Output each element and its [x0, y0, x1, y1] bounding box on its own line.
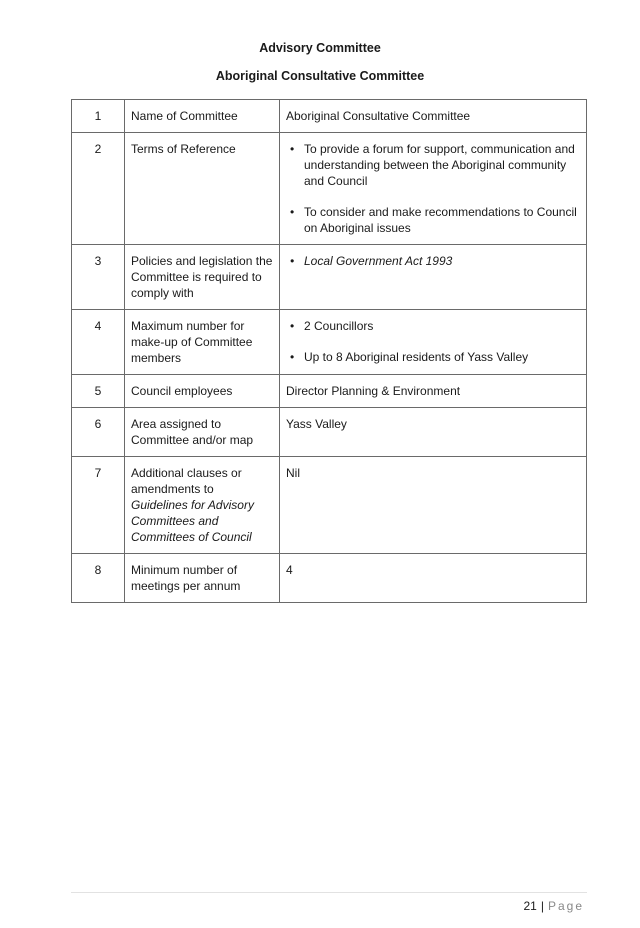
page-number: 21: [523, 899, 537, 913]
row-label: Minimum number of meetings per annum: [125, 554, 280, 603]
row-label: Council employees: [125, 375, 280, 408]
list-item: • 2 Councillors: [286, 318, 580, 334]
table-row: [72, 375, 587, 408]
bullet-list: [286, 253, 580, 269]
committee-title: Aboriginal Consultative Committee: [215, 69, 425, 83]
row-value: Nil: [280, 457, 587, 554]
row-number: 5: [72, 375, 125, 408]
row-value: 4: [280, 554, 587, 603]
page-word: Page: [547, 899, 584, 913]
row-value: Director Planning & Environment: [280, 375, 587, 408]
row-number: 8: [72, 554, 125, 603]
label-text: Additional clauses or amendments to: [131, 466, 242, 496]
row-value: Aboriginal Consultative Committee: [280, 100, 587, 133]
row-number: 1: [72, 100, 125, 133]
list-item: • Up to 8 Aboriginal residents of Yass Valley: [286, 349, 580, 365]
committee-details-table: [71, 99, 587, 603]
row-label: Name of Committee: [125, 100, 280, 133]
row-number: 7: [72, 457, 125, 554]
row-value: Yass Valley: [280, 408, 587, 457]
table-row: [72, 100, 587, 133]
footer-separator: |: [540, 899, 544, 913]
row-label: Area assigned to Committee and/or map: [125, 408, 280, 457]
table-row: [72, 554, 587, 603]
table-row: [72, 457, 587, 554]
guidelines-title: Guidelines for Advisory Committees and Committees of Council: [131, 498, 254, 544]
bullet-list: [286, 141, 580, 236]
table-row: [72, 310, 587, 375]
row-label: Policies and legislation the Committee is required to comply with: [125, 245, 280, 310]
row-value: [280, 245, 587, 310]
row-number: 2: [72, 133, 125, 245]
row-label: Terms of Reference: [125, 133, 280, 245]
row-number: 6: [72, 408, 125, 457]
list-item: • To provide a forum for support, communication and understanding between the Aboriginal community and Council: [286, 141, 580, 189]
row-value: [280, 133, 587, 245]
row-label: [125, 457, 280, 554]
table-row: [72, 133, 587, 245]
table-row: [72, 408, 587, 457]
document-title: Advisory Committee: [259, 41, 381, 55]
footer-divider: [71, 892, 587, 893]
row-number: 3: [72, 245, 125, 310]
row-value: [280, 310, 587, 375]
row-number: 4: [72, 310, 125, 375]
bullet-list: [286, 318, 580, 365]
table-row: [72, 245, 587, 310]
list-item: • To consider and make recommendations to Council on Aboriginal issues: [286, 204, 580, 236]
list-item: • Local Government Act 1993: [286, 253, 580, 269]
row-label: Maximum number for make-up of Committee members: [125, 310, 280, 375]
page-footer: [523, 899, 584, 913]
